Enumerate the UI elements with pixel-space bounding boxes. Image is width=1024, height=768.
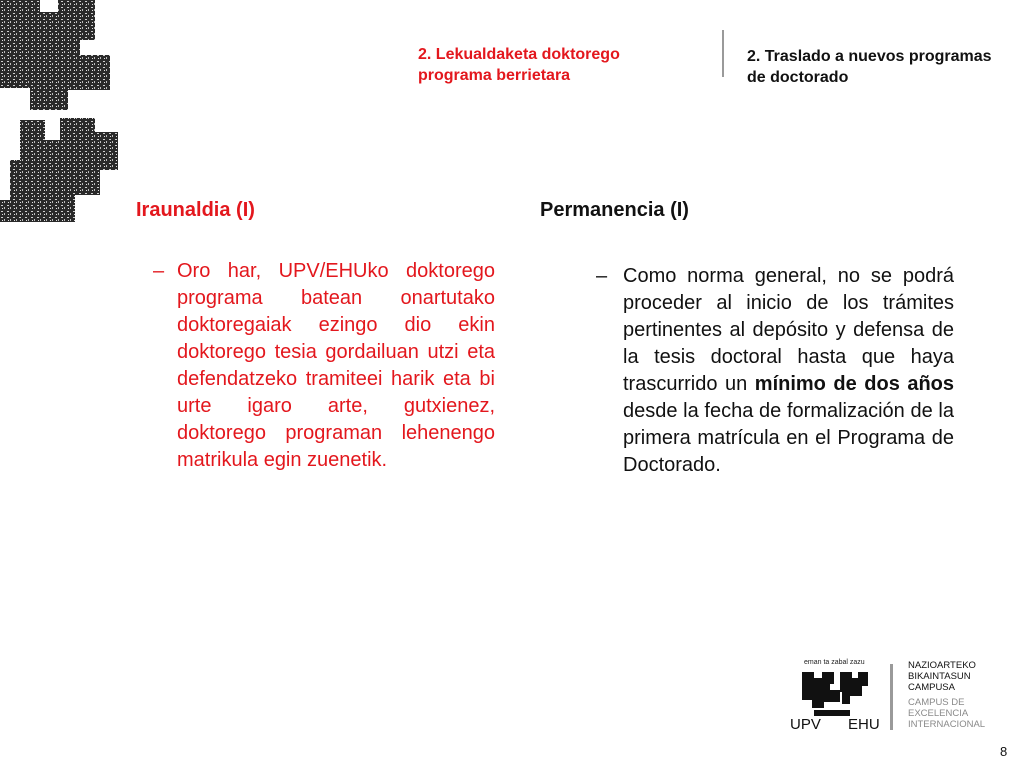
campus-eu-line-1: NAZIOARTEKO [908,660,976,671]
right-bullet-text [623,263,954,479]
left-column-title: Iraunaldia (I) [136,199,255,221]
footer-campus-text [908,660,985,730]
footer-ehu: EHU [848,716,880,733]
right-column-title: Permanencia (I) [540,199,689,221]
left-bullet [153,258,495,474]
header-title-spanish: 2. Traslado a nuevos programas de doctorado [747,48,992,86]
footer-upv: UPV [790,716,821,733]
campus-eu-line-2: BIKAINTASUN [908,671,971,682]
upv-ehu-logo-mark-icon [800,670,870,720]
right-bullet-dash: – [596,265,608,287]
right-bullet-text-before: Como norma general, no se podrá proceder al inicio de los trámites pertinentes al depósito y defensa de la tesis doctoral hasta que haya trascurrido un [623,265,954,395]
footer-motto: eman ta zabal zazu [804,659,865,666]
upv-ehu-logo-graphic-icon [0,0,125,222]
left-bullet-text: Oro har, UPV/EHUko doktorego programa batean onartutako doktoregaiak ezingo dio ekin doktorego tesia gordailuan utzi eta defendatzeko tramiteei harik eta bi urte igaro arte, gutxienez, doktorego programan lehenengo matrikula egin zuenetik. [177,260,495,471]
right-bullet [596,263,954,479]
page-number: 8 [1000,744,1008,759]
right-bullet-text-bold: mínimo de dos años [754,373,955,395]
left-bullet-dash: – [153,260,165,282]
footer-logo [790,656,1000,736]
header-title-basque: 2. Lekualdaketa doktorego programa berrietara [418,46,620,84]
footer-divider [890,664,893,730]
campus-es-line-3: INTERNACIONAL [908,719,986,730]
right-bullet-text-after: desde la fecha de formalización de la primera matrícula en el Programa de Doctorado. [623,400,954,476]
header-divider [722,30,724,77]
campus-es-line-1: CAMPUS DE [908,697,965,708]
campus-eu-line-3: CAMPUSA [908,682,955,693]
campus-es-line-2: EXCELENCIA [908,708,969,719]
